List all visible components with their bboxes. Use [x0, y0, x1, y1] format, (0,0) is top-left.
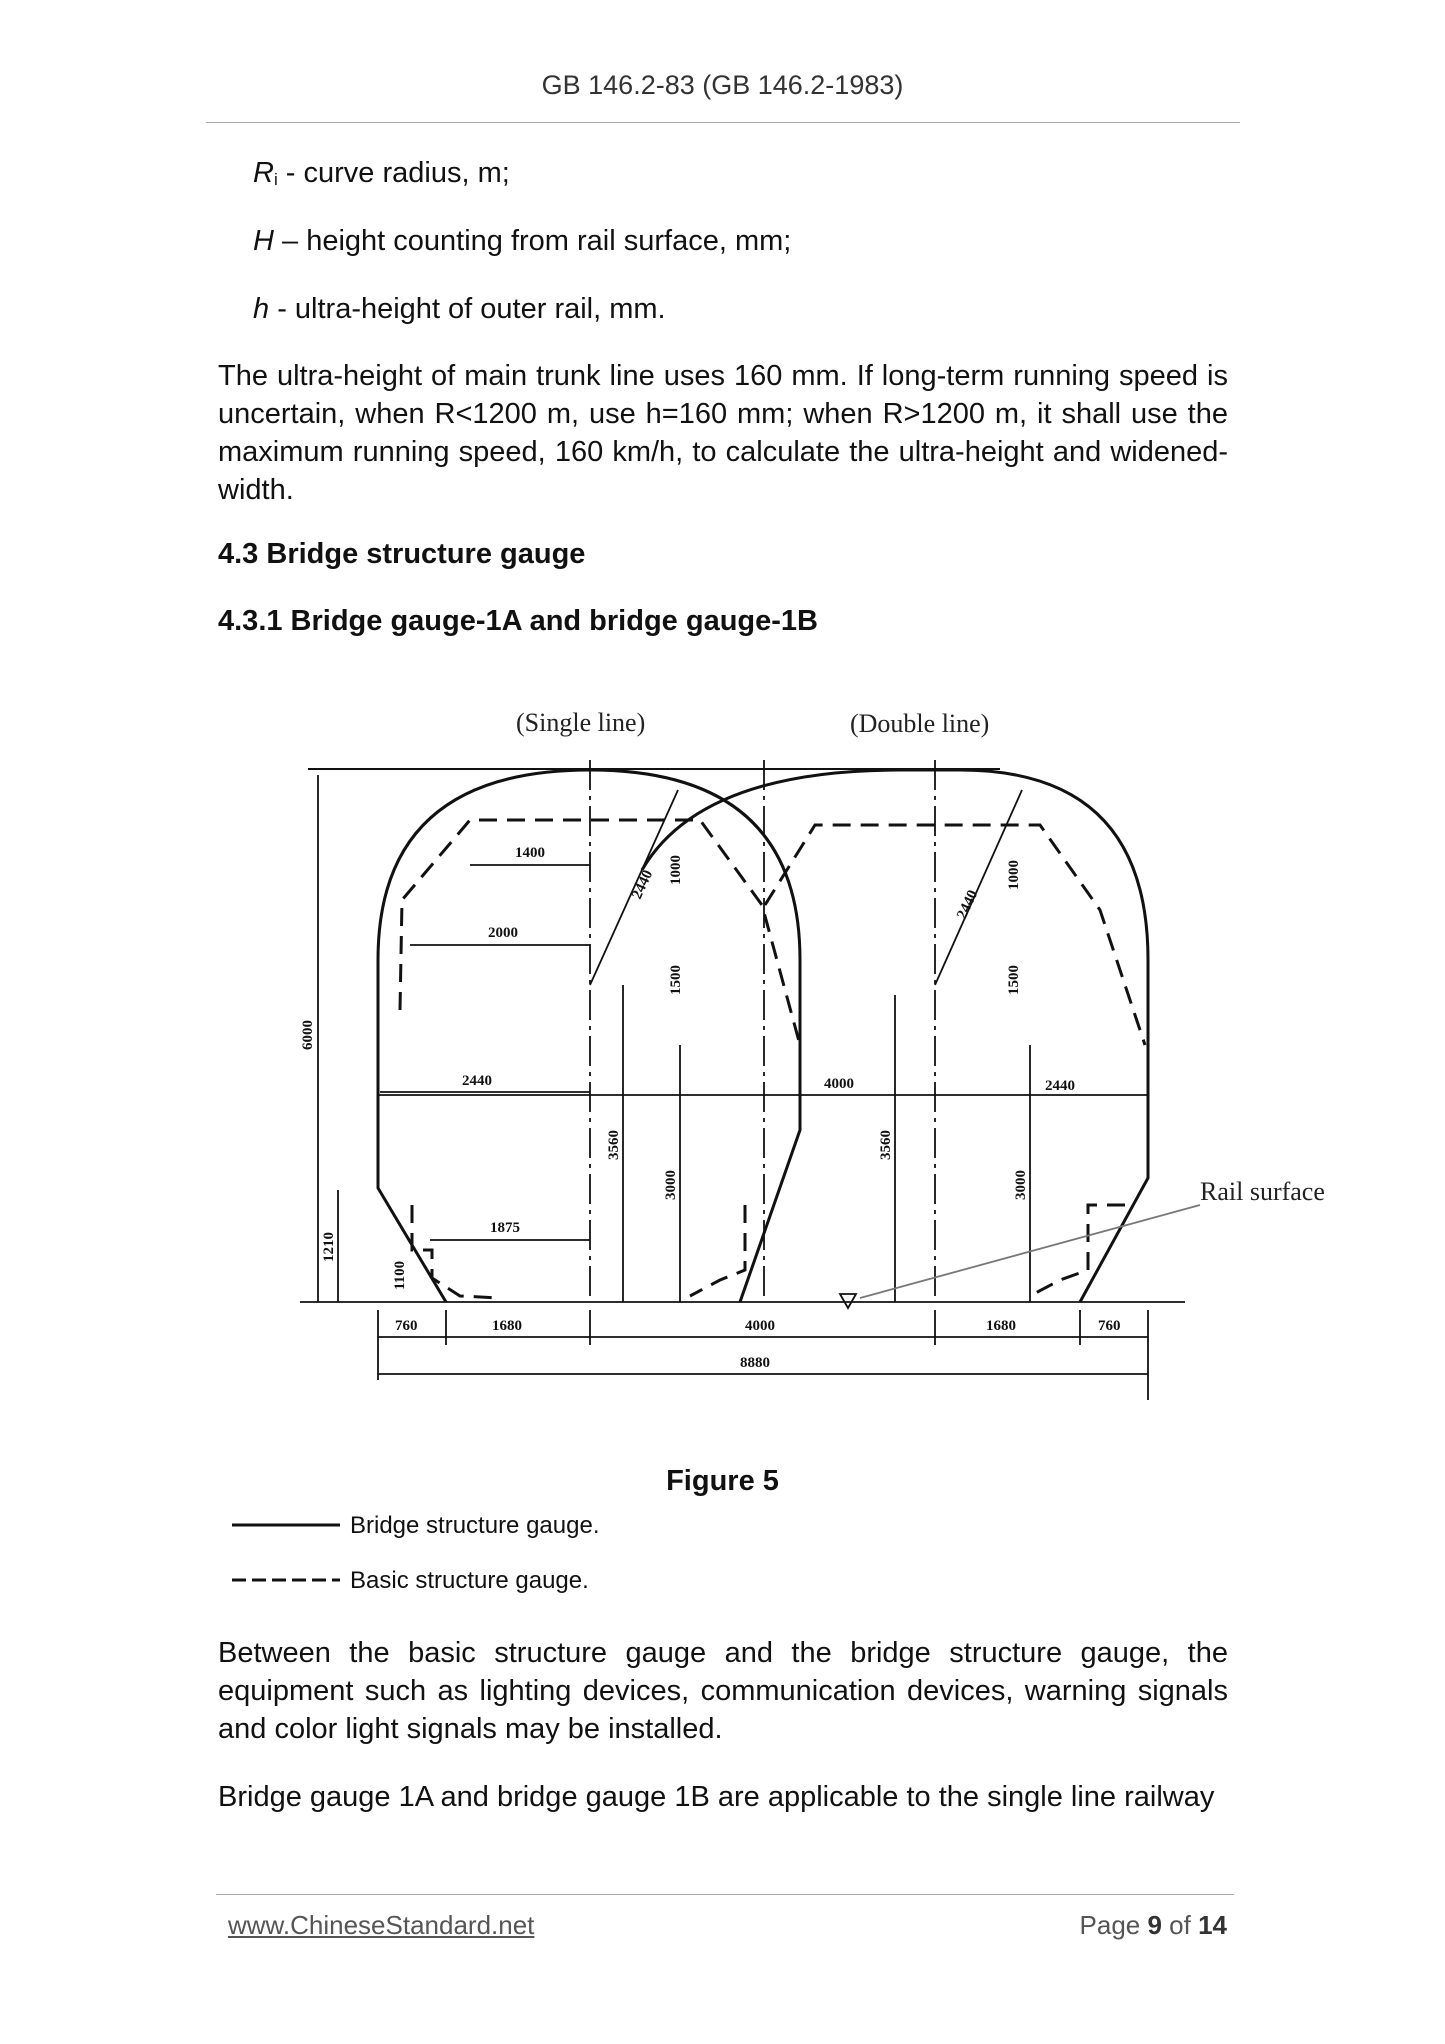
bridge-gauge-outline-left [378, 770, 800, 1302]
bridge-gauge-outline-right [642, 770, 1148, 1302]
page-mid: of [1161, 1910, 1199, 1940]
paragraph-applicability: Bridge gauge 1A and bridge gauge 1B are applicable to the single line railway [218, 1781, 1215, 1813]
dim-1680-right-label: 1680 [986, 1318, 1016, 1334]
document-header: GB 146.2-83 (GB 146.2-1983) [541, 70, 904, 100]
paragraph-equipment: Between the basic structure gauge and the bridge structure gauge, the equipment such as lighting devices, communication devices, warning signals and color light signals may be installed. [218, 1637, 1228, 1745]
header-divider [206, 122, 1240, 123]
legend-dashed-line [232, 1575, 340, 1585]
legend-dashed-text: Basic structure gauge. [350, 1567, 589, 1594]
dim-6000-label: 6000 [300, 1020, 316, 1050]
page-current: 9 [1147, 1910, 1162, 1940]
dim-2440c-label: 2440 [1045, 1078, 1075, 1094]
figure-label-single-line: (Single line) [516, 708, 646, 737]
dim-3000-left-label: 3000 [663, 1170, 679, 1200]
basic-gauge-outline-left [400, 820, 800, 1045]
page-indicator [1080, 1910, 1227, 1941]
dim-2440-left-label: 2440 [629, 867, 657, 902]
paragraph-ultra-height: The ultra-height of main trunk line uses 160 mm. If long-term running speed is uncertain, when R<1200 m, use h=160 mm; when R>1200 m, it shall use the maximum running speed, 160 km/h, to calculate the ultra-height and widened-width. [218, 360, 1228, 506]
dim-3000-right-label: 3000 [1013, 1170, 1029, 1200]
dim-3560-right-label: 3560 [878, 1130, 894, 1160]
dim-760-right-label: 760 [1098, 1318, 1121, 1334]
section-heading-4-3: 4.3 Bridge structure gauge [218, 538, 586, 570]
dim-1400-label: 1400 [515, 845, 545, 861]
dim-1000-right-label: 1000 [1006, 860, 1022, 890]
definition-h-upper [253, 225, 791, 258]
dim-8880-label: 8880 [740, 1355, 770, 1371]
dim-4000-mid-label: 4000 [824, 1076, 854, 1092]
dim-4000-bottom-label: 4000 [745, 1318, 775, 1334]
dim-760-left-label: 760 [395, 1318, 418, 1334]
dim-1500-left-label: 1500 [668, 965, 684, 995]
definition-subscript: i [273, 170, 278, 189]
dim-1680-left-label: 1680 [492, 1318, 522, 1334]
dim-1210-label: 1210 [321, 1232, 337, 1262]
rail-surface-pointer [860, 1205, 1200, 1298]
dim-3560-left-label: 3560 [606, 1130, 622, 1160]
definition-symbol: R [253, 157, 274, 189]
dim-2000-label: 2000 [488, 925, 518, 941]
dim-1500-right-label: 1500 [1006, 965, 1022, 995]
dim-2440b-label: 2440 [462, 1073, 492, 1089]
basic-gauge-lower-left [412, 1205, 500, 1298]
dim-diag-2440-right [935, 790, 1022, 985]
rail-surface-marker-icon [840, 1294, 856, 1308]
footer-website-link[interactable]: www.ChineseStandard.net [228, 1910, 535, 1940]
legend-solid-line [232, 1520, 340, 1530]
footer-divider [216, 1894, 1234, 1895]
basic-gauge-lower-right [1030, 1205, 1125, 1296]
dim-diag-2440-left [590, 790, 678, 985]
figure-caption: Figure 5 [666, 1465, 779, 1497]
basic-gauge-outline-right [765, 825, 1145, 1045]
page-total: 14 [1198, 1910, 1227, 1940]
definition-symbol: H [253, 225, 274, 257]
dim-1875-label: 1875 [490, 1220, 520, 1236]
dim-2440-right-label: 2440 [954, 887, 982, 922]
definition-text: – height counting from rail surface, mm; [273, 225, 792, 257]
basic-gauge-lower-center [690, 1205, 745, 1296]
definition-text: - ultra-height of outer rail, mm. [269, 293, 666, 325]
section-heading-4-3-1: 4.3.1 Bridge gauge-1A and bridge gauge-1B [218, 605, 818, 637]
figure-label-rail-surface: Rail surface [1200, 1177, 1325, 1206]
definition-symbol: h [253, 293, 270, 325]
dim-1100-label: 1100 [392, 1260, 408, 1290]
definition-h-lower [253, 293, 666, 326]
dim-1000-left-label: 1000 [668, 855, 684, 885]
figure-label-double-line: (Double line) [850, 709, 990, 738]
page-prefix: Page [1079, 1910, 1148, 1940]
legend-solid-text: Bridge structure gauge. [350, 1512, 600, 1539]
definition-ri [253, 157, 510, 190]
definition-text: - curve radius, m; [277, 157, 510, 189]
